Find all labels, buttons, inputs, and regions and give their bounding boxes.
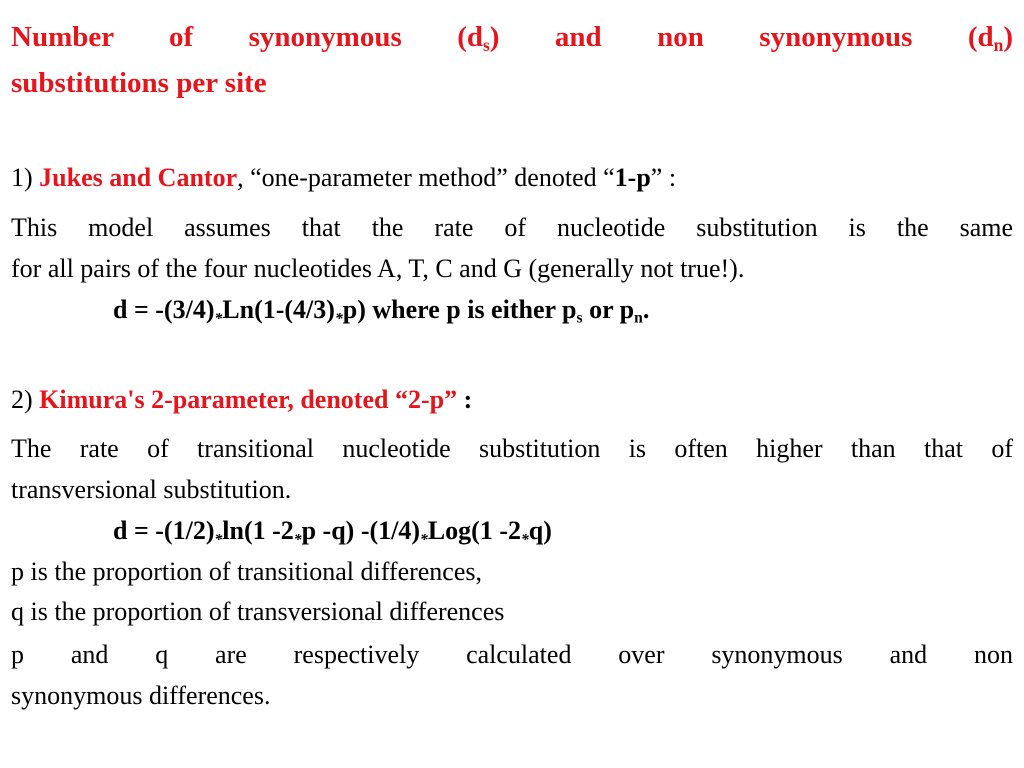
title-line-2: substitutions per site [11, 67, 267, 99]
q-definition: q is the proportion of transversional differences [11, 597, 505, 626]
kimura-formula: $d = -(1/2)_*\ln(1$ $-2_*p$ -q) $-(1/4)_*Log(1$ $-2_*q$) [113, 516, 552, 549]
p-definition: p is the proportion of transitional differences, [11, 557, 483, 586]
method-name-kimura: Kimura's 2-parameter, denoted “2-p” [39, 385, 458, 414]
method-code-1p: 1-p [614, 163, 651, 192]
slide-title [11, 14, 1013, 106]
section2-body: The rate of transitional nucleotide substitution is often higher than that of transversional substitution. [11, 434, 1013, 504]
section1-heading: 1) Jukes and Cantor, “one-parameter method” denoted “1-p” : [11, 163, 677, 192]
jukes-cantor-formula: $d = -(3/4)_*Ln(1-(4/3)_*p)$ where p is either $p_s$ or $p_n$. [113, 295, 650, 328]
method-name-jukes-cantor: Jukes and Cantor [39, 163, 238, 192]
section2-heading: 2) Kimura's 2-parameter, denoted “2-p” : [11, 385, 473, 414]
title-line-1: Number of synonymous $(d_s)$ and non synonymous $(d_n)$ [11, 21, 1013, 56]
pq-note: p and q are respectively calculated over synonymous and non synonymous differences. [11, 640, 1013, 710]
section1-body: This model assumes that the rate of nucleotide substitution is the same for all pairs of the four nucleotides A, T, C and G (generally not true!). [11, 213, 1013, 283]
